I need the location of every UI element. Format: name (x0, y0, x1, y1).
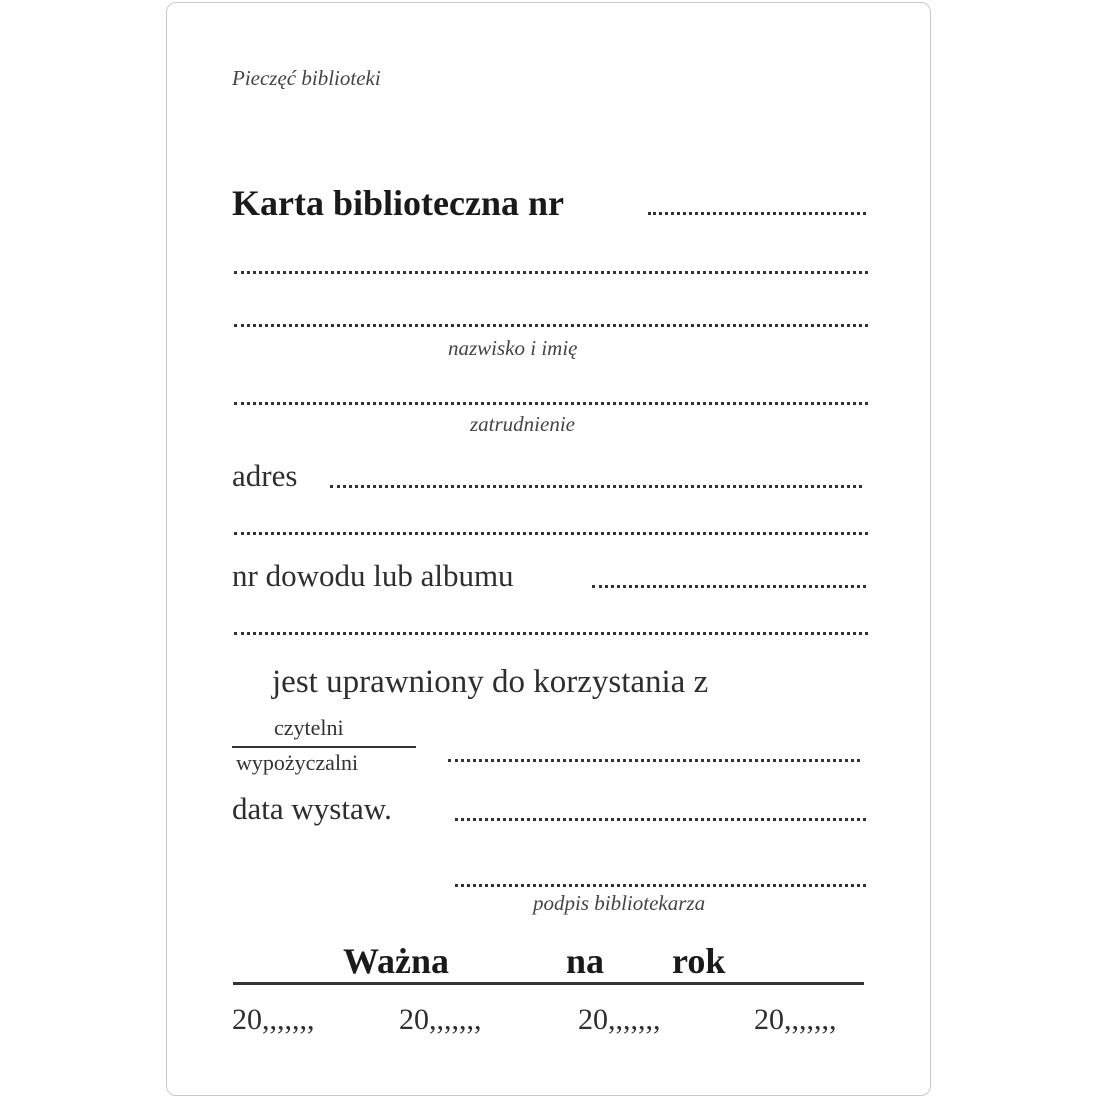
signature-caption: podpis bibliotekarza (533, 891, 706, 915)
library-card (166, 2, 931, 1096)
name-caption: nazwisko i imię (448, 336, 578, 360)
employment-caption: zatrudnienie (470, 412, 575, 436)
option-lending: wypożyczalni (236, 750, 359, 775)
access-field[interactable] (448, 759, 860, 762)
valid-divider (233, 982, 864, 985)
valid-word-2: na (566, 941, 605, 981)
option-reading-room: czytelni (274, 715, 344, 740)
employment-field[interactable] (234, 402, 868, 405)
valid-word-1: Ważna (343, 941, 450, 981)
year-field-3[interactable]: 20,,,,,,, (578, 1003, 661, 1036)
card-number-field[interactable] (648, 212, 866, 215)
name-field-line-1[interactable] (234, 271, 868, 274)
id-label: nr dowodu lub albumu (232, 558, 514, 593)
year-field-2[interactable]: 20,,,,,,, (399, 1003, 482, 1036)
name-field-line-2[interactable] (234, 324, 868, 327)
address-field-line-2[interactable] (234, 532, 868, 535)
option-divider (232, 746, 416, 748)
entitled-text: jest uprawniony do korzystania z (272, 664, 709, 700)
issue-date-field[interactable] (455, 818, 866, 821)
address-label: adres (232, 458, 298, 493)
year-field-1[interactable]: 20,,,,,,, (232, 1003, 315, 1036)
valid-word-3: rok (672, 941, 726, 981)
stamp-label: Pieczęć biblioteki (232, 66, 381, 90)
year-field-4[interactable]: 20,,,,,,, (754, 1003, 837, 1036)
card-title: Karta biblioteczna nr (232, 183, 564, 223)
signature-field[interactable] (455, 884, 866, 887)
address-field-line-1[interactable] (330, 485, 862, 488)
issue-date-label: data wystaw. (232, 791, 392, 826)
id-field-line-2[interactable] (234, 632, 868, 635)
id-field-line-1[interactable] (592, 585, 866, 588)
